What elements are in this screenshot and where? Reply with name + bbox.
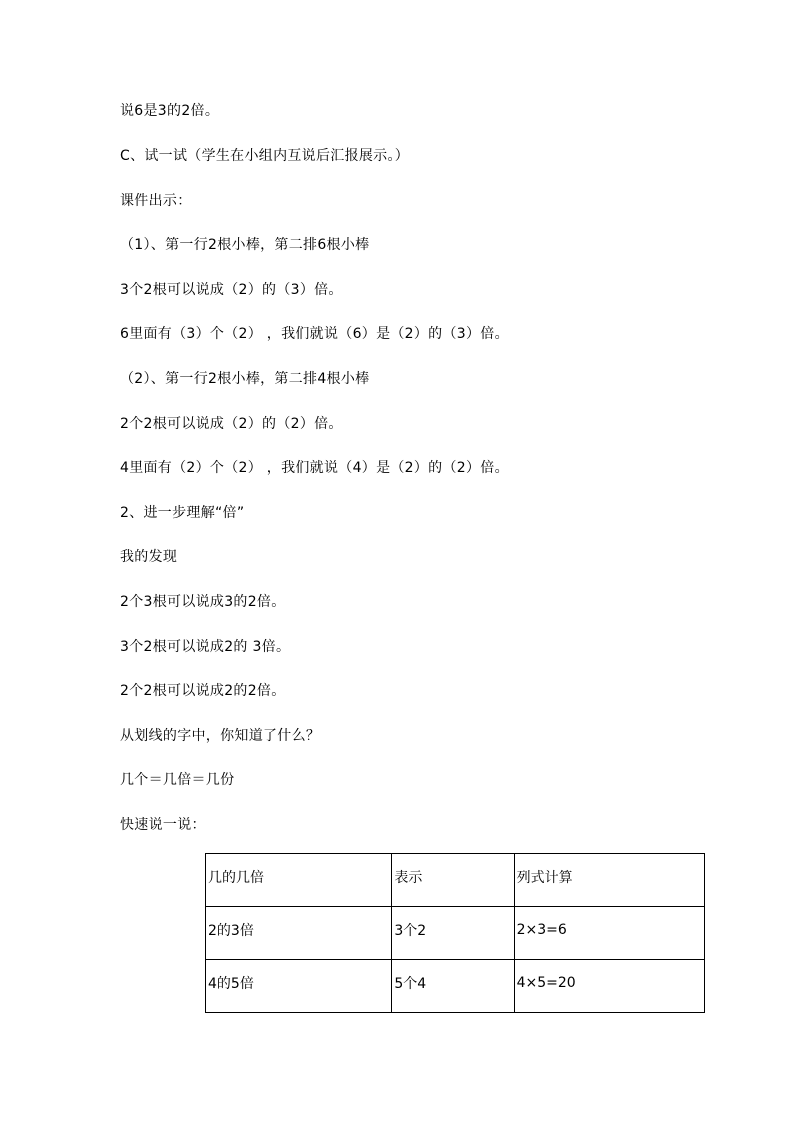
table-cell: 4×5=20 [514, 960, 704, 1013]
paragraph-3: 课件出示： [120, 193, 192, 209]
paragraph-12: 2个3根可以说成3的2倍。 [120, 594, 286, 610]
table-cell: 列式计算 [514, 854, 704, 907]
paragraph-13: 3个2根可以说成2的 3倍。 [120, 639, 291, 655]
paragraph-17: 快速说一说： [120, 817, 206, 833]
table-cell: 5个4 [392, 960, 514, 1013]
paragraph-4: （1）、第一行2根小棒，第二排6根小棒 [120, 237, 370, 253]
table-cell: 3个2 [392, 907, 514, 960]
table-cell: 4的5倍 [206, 960, 392, 1013]
paragraph-10: 2、进一步理解“倍” [120, 505, 245, 521]
paragraph-16: 几个＝几倍＝几份 [120, 772, 235, 788]
table-cell: 几的几倍 [206, 854, 392, 907]
paragraph-9: 4里面有（2）个（2） ，我们就说（4）是（2）的（2）倍。 [120, 460, 509, 476]
paragraph-5: 3个2根可以说成（2）的（3）倍。 [120, 282, 343, 298]
table-cell: 2×3=6 [514, 907, 704, 960]
paragraph-6: 6里面有（3）个（2） ，我们就说（6）是（2）的（3）倍。 [120, 326, 509, 342]
table-header-row [206, 854, 705, 907]
table-cell: 表示 [392, 854, 514, 907]
paragraph-11: 我的发现 [120, 549, 178, 565]
paragraph-2: C、试一试（学生在小组内互说后汇报展示。） [120, 148, 410, 164]
paragraph-1: 说6是3的2倍。 [120, 103, 220, 119]
table-cell: 2的3倍 [206, 907, 392, 960]
paragraph-14: 2个2根可以说成2的2倍。 [120, 683, 286, 699]
paragraph-8: 2个2根可以说成（2）的（2）倍。 [120, 416, 343, 432]
multiples-table [205, 853, 705, 1013]
table-row [206, 960, 705, 1013]
table-row [206, 907, 705, 960]
paragraph-7: （2）、第一行2根小棒，第二排4根小棒 [120, 371, 370, 387]
paragraph-15: 从划线的字中，你知道了什么？ [120, 728, 321, 744]
